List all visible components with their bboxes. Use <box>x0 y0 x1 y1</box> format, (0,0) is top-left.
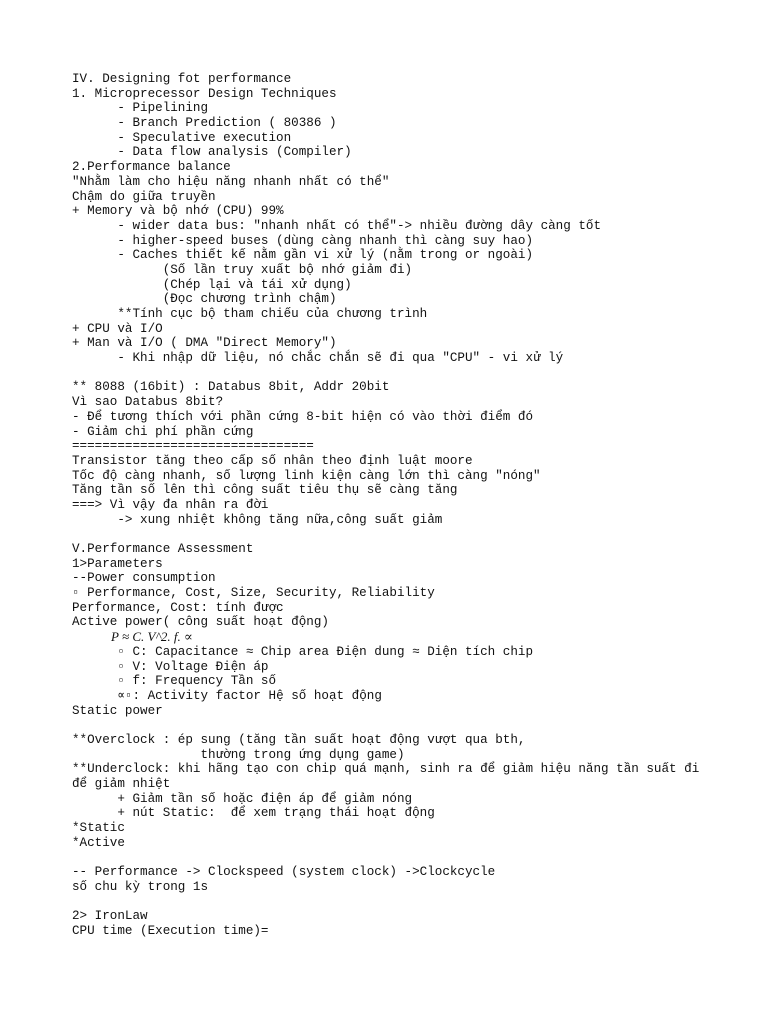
text-line: **Overclock : ép sung (tăng tần suất hoạt động vượt qua bth, <box>72 732 526 747</box>
power-formula: P ≈ C. V^2. f. ∝ <box>72 629 193 645</box>
text-line: (Chép lại và tái xử dụng) <box>72 277 352 292</box>
text-line: ▫ f: Frequency Tần số <box>72 674 277 689</box>
text-line: - higher-speed buses (dùng càng nhanh thì càng suy hao) <box>72 233 534 248</box>
text-line: ===> Vì vậy đa nhân ra đời <box>72 497 269 512</box>
text-line: **Tính cục bộ tham chiếu của chương trình <box>72 307 428 321</box>
text-line: 1>Parameters <box>72 556 163 571</box>
text-line: Chậm do giữa truyền <box>72 189 216 204</box>
text-line: - Khi nhập dữ liệu, nó chắc chắn sẽ đi qua "CPU" - vi xử lý <box>72 351 564 366</box>
separator-line: ================================ <box>72 439 314 454</box>
text-line: *Active <box>72 835 125 850</box>
text-line: (Đọc chương trình chậm) <box>72 292 337 307</box>
text-line: Tốc độ càng nhanh, số lượng linh kiện càng lớn thì càng "nóng" <box>72 468 541 483</box>
text-line: ▫ Performance, Cost, Size, Security, Reliability <box>72 586 435 601</box>
text-line: số chu kỳ trong 1s <box>72 879 209 894</box>
text-line: + Giảm tần số hoặc điện áp để giảm nóng <box>72 791 413 806</box>
text-line: + nút Static: để xem trạng thái hoạt động <box>72 806 435 821</box>
text-line: *Static <box>72 821 125 836</box>
text-line: Performance, Cost: tính được <box>72 600 284 615</box>
text-line: - Branch Prediction ( 80386 ) <box>72 116 337 131</box>
text-line: ** 8088 (16bit) : Databus 8bit, Addr 20bit <box>72 380 390 395</box>
text-line: ▫ C: Capacitance ≈ Chip area Điện dung ≈ Diện tích chip <box>72 644 534 659</box>
text-line: Tăng tần số lên thì công suất tiêu thụ sẽ càng tăng <box>72 483 458 498</box>
text-line: "Nhằm làm cho hiệu năng nhanh nhất có thể" <box>72 174 390 189</box>
text-line: (Số lần truy xuất bộ nhớ giảm đi) <box>72 262 413 277</box>
text-line: Transistor tăng theo cấp số nhân theo định luật moore <box>72 453 473 468</box>
text-line: để giảm nhiệt <box>72 777 171 791</box>
blank-line <box>72 718 752 733</box>
text-line: ∝▫: Activity factor Hệ số hoạt động <box>72 688 382 703</box>
text-line: -> xung nhiệt không tăng nữa,công suất giảm <box>72 512 443 527</box>
text-line: - Caches thiết kế nằm gần vi xử lý (nằm trong or ngoài) <box>72 248 534 263</box>
text-line: - Giảm chi phí phần cứng <box>72 424 254 439</box>
text-line: - Pipelining <box>72 101 209 116</box>
blank-line <box>72 850 752 865</box>
text-line: ▫ V: Voltage Điện áp <box>72 659 269 674</box>
text-line: -- Performance -> Clockspeed (system clock) ->Clockcycle <box>72 865 496 880</box>
text-line: - Data flow analysis (Compiler) <box>72 145 352 160</box>
text-line: - Để tương thích với phần cứng 8-bit hiện có vào thời điểm đó <box>72 409 534 424</box>
text-line: **Underclock: khi hãng tạo con chip quá mạnh, sinh ra để giảm hiệu năng tần suất đi <box>72 762 700 777</box>
blank-line <box>72 895 752 910</box>
blank-line <box>72 366 752 381</box>
text-line: Active power( công suất hoạt động) <box>72 615 329 630</box>
text-line: V.Performance Assessment <box>72 542 254 556</box>
text-line: IV. Designing fot performance <box>72 72 292 86</box>
blank-line <box>72 527 752 542</box>
text-line: thường trong ứng dụng game) <box>72 747 405 762</box>
text-line: --Power consumption <box>72 571 216 586</box>
text-line: CPU time (Execution time)= <box>72 923 269 938</box>
text-line: 1. Microprecessor Design Techniques <box>72 86 337 101</box>
text-line: 2> IronLaw <box>72 909 148 924</box>
text-line: + Man và I/O ( DMA "Direct Memory") <box>72 336 337 351</box>
text-line: + CPU và I/O <box>72 321 163 336</box>
text-line: - wider data bus: "nhanh nhất có thể"-> nhiều đường dây càng tốt <box>72 218 602 233</box>
text-line: Static power <box>72 703 163 718</box>
text-line: + Memory và bộ nhớ (CPU) 99% <box>72 204 284 219</box>
text-line: - Speculative execution <box>72 130 292 145</box>
text-line: Vì sao Databus 8bit? <box>72 395 224 410</box>
text-line: 2.Performance balance <box>72 160 231 175</box>
document-page <box>72 72 752 939</box>
